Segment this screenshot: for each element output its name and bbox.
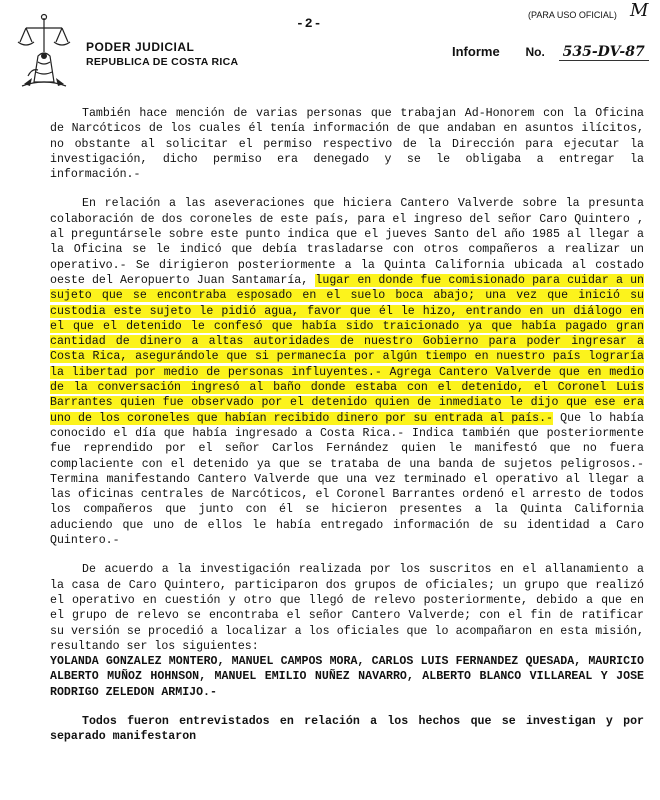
report-label: Informe bbox=[452, 44, 500, 59]
officer-names-list: YOLANDA GONZALEZ MONTERO, MANUEL CAMPOS MORA, CARLOS LUIS FERNANDEZ QUESADA, MAURICIO ALBERTO MUÑOZ HOHNSON, MANUEL EMILIO NUÑEZ NAVARRO, ALBERTO BLANCO VILLAREAL Y JOSE RODRIGO ZELEDON ARMIJO.- bbox=[50, 655, 644, 699]
report-number: 535-DV-87 bbox=[559, 44, 649, 61]
paragraph: De acuerdo a la investigación realizada por los suscritos en el allanamiento a la casa de Caro Quintero, participaron dos grupos de oficiales; un grupo que realizó el operativo en cuestión y otro que llegó de relevo posteriormente, debido a que en el grupo de relevo se encontraba el señor Cantero Valverde; con el fin de ratificar su versión se procedió a localizar a los oficiales que lo acompañaron en esta misión, resultando ser los siguientes: bbox=[50, 563, 644, 653]
paragraph-text: Que lo había conocido el día que había ingresado a Costa Rica.- Indica también que posteriormente fue reprendido por el señor Carlos Fernández quien le manifestó que no fuera complaciente con el detenido ya que se trataba de una banda de sujetos peligrosos.- Termina manifestando Cantero Valverde que una vez terminado el operativo al llegar a las oficinas centrales de Narcóticos, el Coronel Barrantes ordenó el arresto de todos los compañeros que junto con él se hicieron presentes a la Quinta California aduciendo que uno de ellos le había entregado información de su identidad a Caro Quintero.- bbox=[50, 411, 644, 548]
issuer-name: PODER JUDICIAL bbox=[86, 40, 195, 54]
paragraph bbox=[50, 196, 644, 548]
issuer-block bbox=[86, 40, 238, 68]
official-use-note: (PARA USO OFICIAL) bbox=[528, 10, 617, 20]
document-body bbox=[50, 106, 644, 745]
report-number-label: No. bbox=[525, 45, 545, 59]
justice-seal-icon bbox=[14, 12, 74, 90]
paragraph: Todos fueron entrevistados en relación a los hechos que se investigan y por separado manifestaron bbox=[50, 714, 644, 744]
paragraph-text: En relación a las aseveraciones que hiciera Cantero Valverde sobre la presunta colaboración de dos coroneles de este país, para el ingreso del señor Caro Quintero , al preguntársele sobre este punto indica que el jueves Santo del año 1985 al llegar a la Oficina se le indicó que debía trasladarse con otros compañeros a realizar un operativo.- Se dirigieron posteriormente a la Quinta California ubicada al costado oeste del Aeropuerto Juan Santamaría, bbox=[50, 197, 644, 287]
page-number: -2- bbox=[296, 16, 323, 31]
issuer-country: REPUBLICA DE COSTA RICA bbox=[86, 56, 239, 68]
report-reference bbox=[452, 44, 649, 60]
handwritten-mark: M bbox=[630, 0, 649, 21]
paragraph: También hace mención de varias personas que trabajan Ad-Honorem con la Oficina de Narcóticos de los cuales él tenía información de que andaban en asuntos ilícitos, no obstante al solicitar el permiso respectivo de la Dirección para ejecutar la investigación, dicho permiso era denegado y se le obligaba a entregar la información.- bbox=[50, 107, 644, 182]
highlighted-passage: lugar en donde fue comisionado para cuidar a un sujeto que se encontraba esposado en el suelo boca abajo; una vez que inició su custodia este sujeto le pidió agua, favor que él le hizo, entrando en un diálogo en el que el detenido le confesó que había sido traicionado ya que había pagado gran cantidad de dinero a altas autoridades de nuestro Gobierno para poder ingresar a Costa Rica, asegurándole que si permanecía por algún tiempo en nuestro país lograría la libertad por medio de personas influyentes.- Agrega Cantero Valverde que en medio de la conversación ingresó al baño donde estaba con el detenido, el Coronel Luis Barrantes quien fue observado por el detenido quien de inmediato le dijo que ese era uno de los coroneles que habían recibido dinero por su entrada al país.- bbox=[50, 273, 644, 425]
